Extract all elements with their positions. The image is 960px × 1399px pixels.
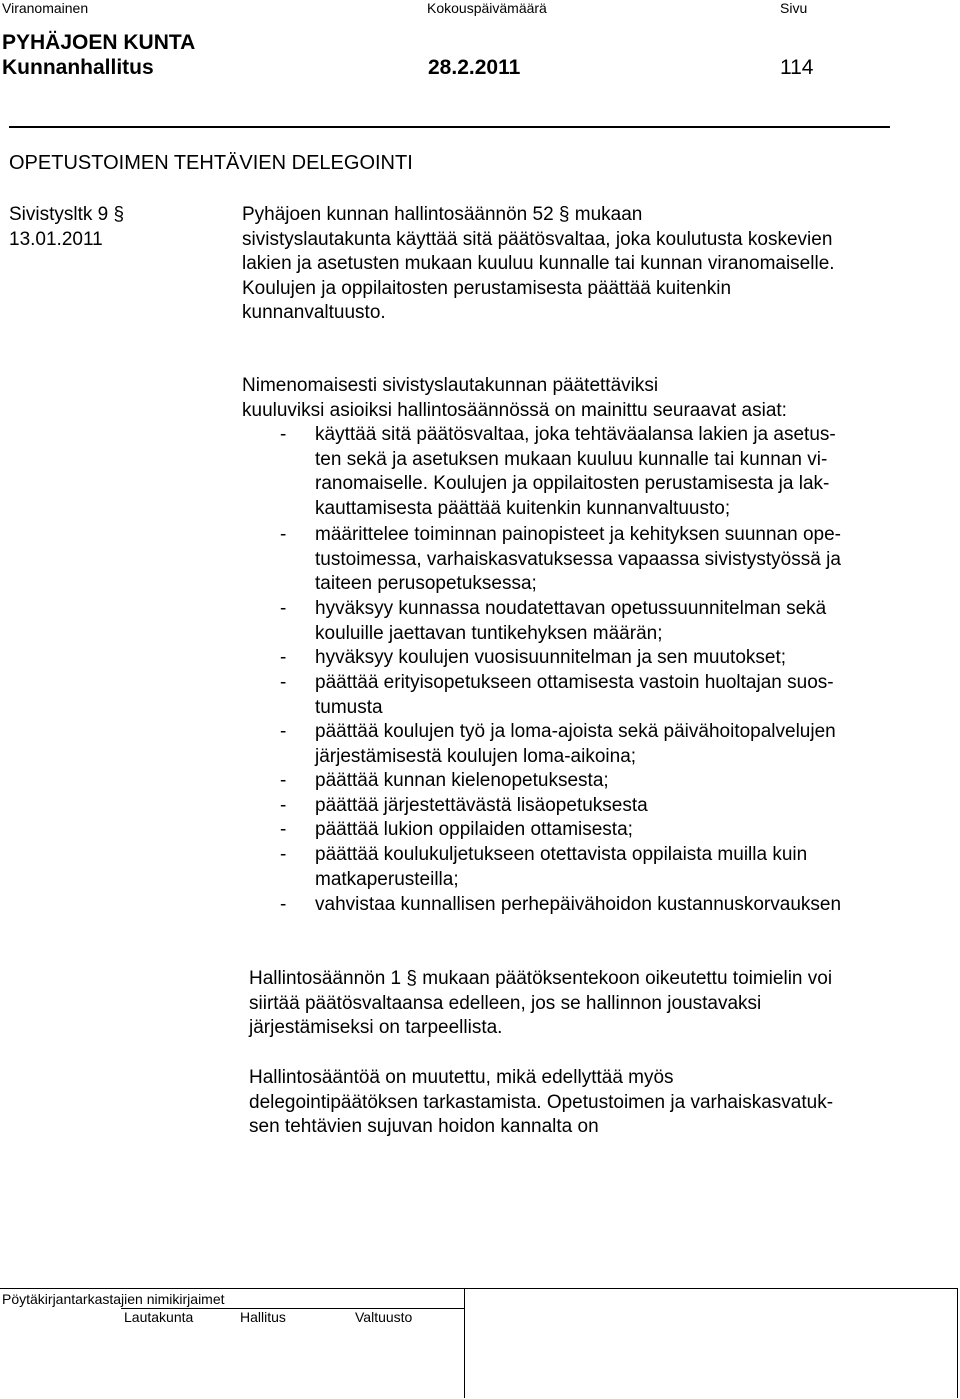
list-item-line: tustoimessa, varhaiskasvatuksessa vapaassa sivistystyössä ja [315,548,841,570]
list-dash: - [280,721,287,742]
list-dash: - [280,894,287,915]
reference-label: Sivistysltk 9 § [9,204,125,225]
intro-line: kunnanvaltuusto. [242,302,386,323]
list-item-line: päättää koulukuljetukseen otettavista oppilaista muilla kuin [315,844,808,865]
list-item-line: kauttamisesta päättää kuitenkin kunnanvaltuusto; [315,497,731,519]
meeting-date: 28.2.2011 [428,56,521,79]
footer-col-government: Hallitus [240,1309,286,1325]
footer-divider [464,1288,465,1398]
list-item-line: tumusta [315,696,383,718]
list-intro-line: kuuluviksi asioiksi hallintosäännössä on mainittu seuraavat asiat: [242,399,787,421]
list-item-line: määrittelee toiminnan painopisteet ja kehityksen suunnan ope- [315,524,841,545]
header-label-meeting-date: Kokouspäivämäärä [427,0,547,16]
list-dash: - [280,770,287,791]
paragraph-line: Hallintosääntöä on muutettu, mikä edellyttää myös [249,1067,674,1088]
footer-right-border [957,1288,958,1398]
list-item-line: päättää erityisopetukseen ottamisesta vastoin huoltajan suos- [315,672,834,693]
list-dash: - [280,424,287,445]
list-dash: - [280,819,287,840]
organization-name: PYHÄJOEN KUNTA [2,31,196,54]
document-title: OPETUSTOIMEN TEHTÄVIEN DELEGOINTI [9,152,413,174]
paragraph-line: järjestämiseksi on tarpeellista. [249,1017,503,1038]
list-dash: - [280,795,287,816]
list-dash: - [280,598,287,619]
paragraph-line: siirtää päätösvaltaansa edelleen, jos se hallinnon joustavaksi [249,992,762,1014]
reference-date: 13.01.2011 [9,229,103,250]
list-item-line: päättää koulujen työ ja loma-ajoista sekä päivähoitopalvelujen [315,721,836,742]
list-item-line: hyväksyy koulujen vuosisuunnitelman ja sen muutokset; [315,647,787,668]
header-divider [9,126,890,128]
list-item-line: taiteen perusopetuksessa; [315,573,537,594]
list-dash: - [280,844,287,865]
footer-col-board: Lautakunta [124,1309,194,1325]
header-label-authority: Viranomainen [2,0,89,16]
paragraph-line: sen tehtävien sujuvan hoidon kannalta on [249,1116,599,1137]
list-dash: - [280,672,287,693]
list-item-line: hyväksyy kunnassa noudatettavan opetussuunnitelman sekä [315,598,827,619]
intro-line: Pyhäjoen kunnan hallintosäännön 52 § mukaan [242,204,643,225]
paragraph-line: Hallintosäännön 1 § mukaan päätöksentekoon oikeutettu toimielin voi [249,968,833,989]
list-item-line: päättää lukion oppilaiden ottamisesta; [315,819,633,840]
list-intro-paragraph [242,374,787,423]
intro-line: sivistyslautakunta käyttää sitä päätösvaltaa, joka koulutusta koskevien [242,228,833,250]
list-dash: - [280,647,287,668]
list-item-line: kouluille jaettavan tuntikehyksen määrän; [315,622,663,644]
authority-name: Kunnanhallitus [2,56,154,79]
signatures-label: Pöytäkirjantarkastajien nimikirjaimet [2,1291,225,1307]
paragraph-line: delegointipäätöksen tarkastamista. Opetustoimen ja varhaiskasvatuk- [249,1091,834,1113]
list-item-line: ranomaiselle. Koulujen ja oppilaitosten perustamisesta ja lak- [315,473,830,494]
list-dash: - [280,524,287,545]
list-item-line: päättää järjestettävästä lisäopetuksesta [315,795,648,816]
footer-top-border [0,1288,958,1289]
header-label-page: Sivu [780,0,808,16]
list-item-line: vahvistaa kunnallisen perhepäivähoidon kustannuskorvauksen [315,894,842,915]
delegation-paragraph [249,967,832,1041]
list-intro-line: Nimenomaisesti sivistyslautakunnan päätettäviksi [242,375,659,396]
intro-line: lakien ja asetusten mukaan kuuluu kunnalle tai kunnan viranomaiselle. [242,253,835,274]
intro-line: Koulujen ja oppilaitosten perustamisesta päättää kuitenkin [242,277,732,299]
list-item-line: matkaperusteilla; [315,868,459,890]
list-item-line: järjestämisestä koulujen loma-aikoina; [315,745,637,767]
intro-paragraph [242,203,835,326]
list-item-line: käyttää sitä päätösvaltaa, joka tehtäväalansa lakien ja asetus- [315,424,836,445]
list-item-line: ten sekä ja asetuksen mukaan kuuluu kunnalle tai kunnan vi- [315,448,828,470]
amendment-paragraph [249,1066,833,1140]
list-item-line: päättää kunnan kielenopetuksesta; [315,770,609,791]
footer-col-council: Valtuusto [355,1309,413,1325]
page-number: 114 [780,56,814,79]
